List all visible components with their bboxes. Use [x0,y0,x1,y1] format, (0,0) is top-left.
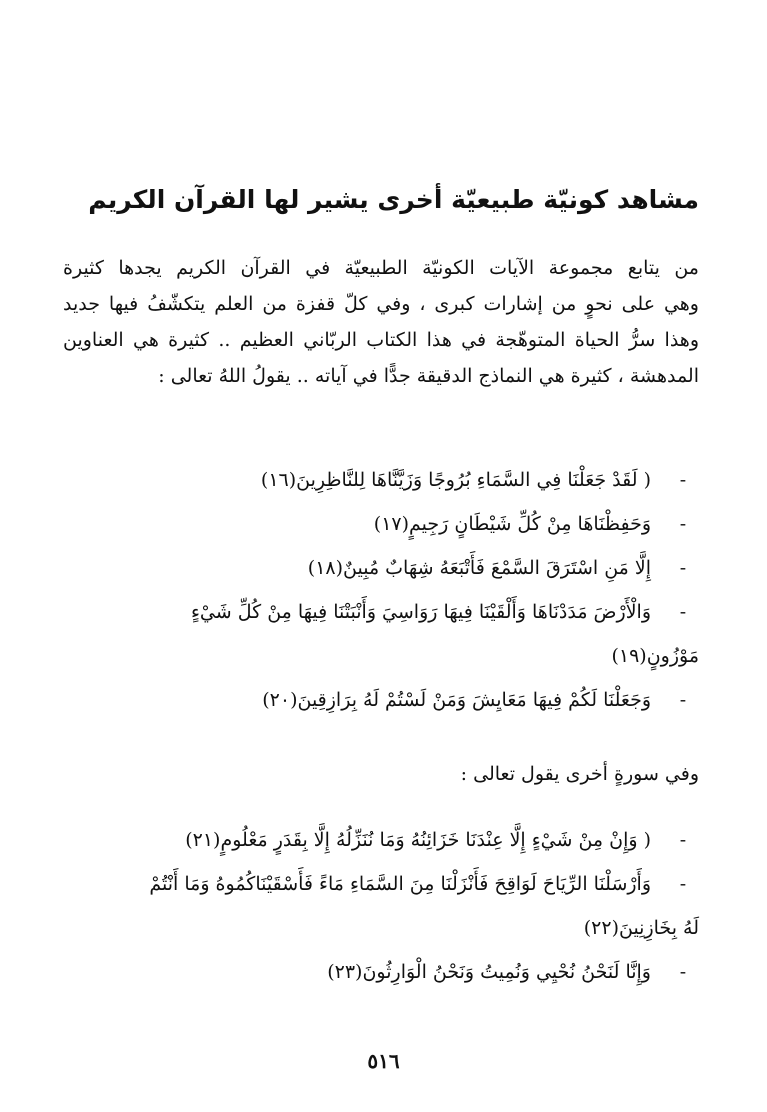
verse-dash: - [679,873,687,895]
verse-list-2 [63,818,699,994]
intro-line: وهذا سرُّ الحياة المتوهّجة في هذا الكتاب الربّاني العظيم .. كثيرة هي العناوين [63,329,699,351]
intro-line: المدهشة ، كثيرة هي النماذج الدقيقة جدًّا في آياته .. يقولُ اللهُ تعالى : [158,365,699,387]
intro-line: وهي على نحوٍ من إشارات كبرى ، وفي كلّ قفزة من العلم يتكشّفُ فيها جديد [63,293,699,315]
verse-item [63,950,699,994]
verse-dash: - [679,601,687,623]
verse-dash: - [679,513,687,535]
verse-text: وَأَرْسَلْنَا الرِّيَاحَ لَوَاقِحَ فَأَنْزَلْنَا مِنَ السَّمَاءِ مَاءً فَأَسْقَيْنَاكُمُوهُ وَمَا أَنْتُمْ [149,873,651,895]
verse-dash: - [679,689,687,711]
intro-line: من يتابع مجموعة الآيات الكونيّة الطبيعيّة في القرآن الكريم يجدها كثيرة [63,257,699,279]
verse-item [63,590,699,678]
verse-item [63,458,699,502]
verse-item [63,502,699,546]
intro-paragraph [63,250,699,394]
page-number: ٥١٦ [367,1049,400,1073]
verse-list-1 [63,458,699,722]
verse-text: ( وَإِنْ مِنْ شَيْءٍ إِلَّا عِنْدَنَا خَزَائِنُهُ وَمَا نُنَزِّلُهُ إِلَّا بِقَدَرٍ مَعْلُومٍ(٢١) [185,829,651,851]
verse-text: وَإِنَّا لَنَحْنُ نُحْيِي وَنُمِيتُ وَنَحْنُ الْوَارِثُونَ(٢٣) [327,961,651,983]
verse-text: إِلَّا مَنِ اسْتَرَقَ السَّمْعَ فَأَتْبَعَهُ شِهَابٌ مُبِينٌ(١٨) [307,557,651,579]
section-intro: وفي سورةٍ أخرى يقول تعالى : [460,763,699,785]
verse-item [63,818,699,862]
verse-text: وَحَفِظْنَاهَا مِنْ كُلِّ شَيْطَانٍ رَجِيمٍ(١٧) [373,513,651,535]
verse-text: ( لَقَدْ جَعَلْنَا فِي السَّمَاءِ بُرُوجًا وَزَيَّنَّاهَا لِلنَّاظِرِينَ(١٦) [260,469,651,491]
verse-text: وَالْأَرْضَ مَدَدْنَاهَا وَأَلْقَيْنَا فِيهَا رَوَاسِيَ وَأَنْبَتْنَا فِيهَا مِنْ كُلِّ شَيْءٍ [190,601,651,623]
verse-dash: - [679,961,687,983]
verse-dash: - [679,469,687,491]
verse-dash: - [679,829,687,851]
verse-item [63,546,699,590]
verse-text: وَجَعَلْنَا لَكُمْ فِيهَا مَعَايِشَ وَمَنْ لَسْتُمْ لَهُ بِرَازِقِينَ(٢٠) [262,689,651,711]
verse-continuation: لَهُ بِخَازِنِينَ(٢٢) [583,917,699,939]
section-title: مشاهد كونيّة طبيعيّة أخرى يشير لها القرآن الكريم [88,185,699,214]
verse-item [63,862,699,950]
verse-dash: - [679,557,687,579]
verse-item [63,678,699,722]
verse-continuation: مَوْزُونٍ(١٩) [611,645,699,667]
